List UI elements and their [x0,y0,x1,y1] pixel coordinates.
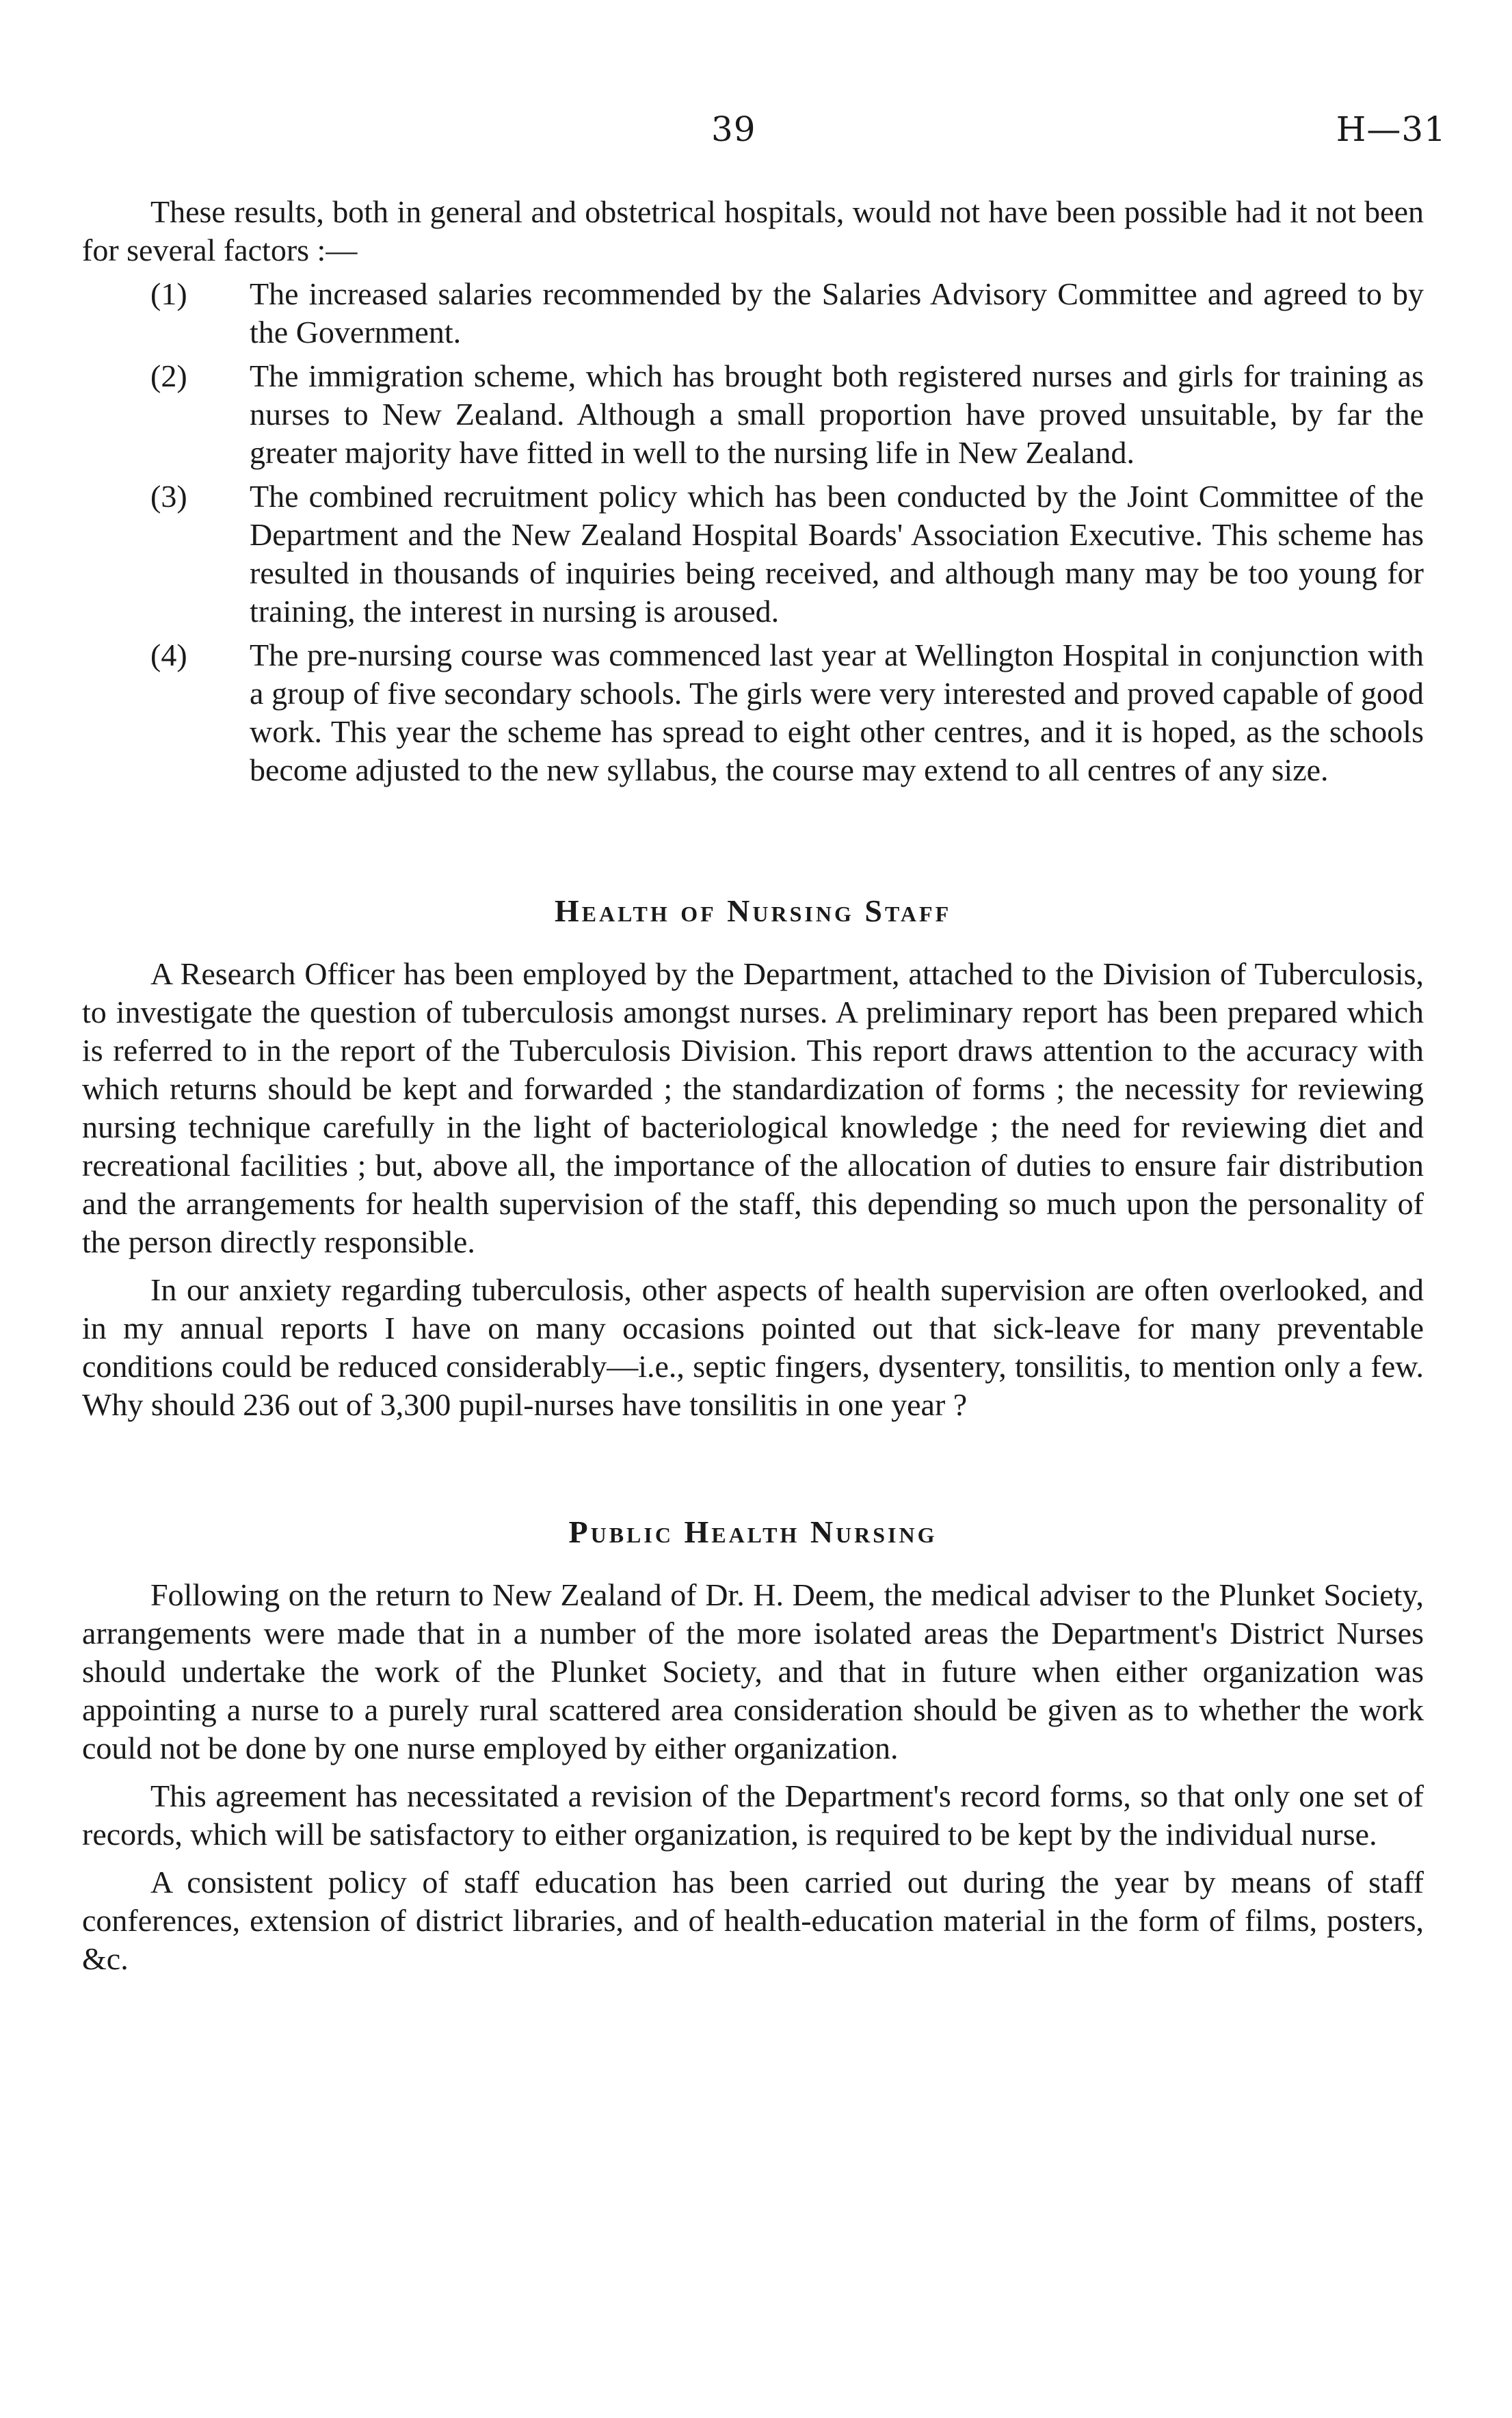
list-item [82,275,1424,352]
paragraph: This agreement has necessitated a revision of the Department's record forms, so that only one set of records, which will be satisfactory to either organization, is required to be kept by the individual nurse. [82,1778,1424,1852]
list-item-text: The immigration scheme, which has brought both registered nurses and girls for training as nurses to New Zealand. Although a small proportion have proved unsuitable, by far the greater majority have fitted in well to the nursing life in New Zealand. [250,358,1424,470]
list-item-number: (3) [150,479,187,514]
section-heading-public-health-nursing: Public Health Nursing [568,1514,938,1549]
section-heading-health-of-nursing-staff: Health of Nursing Staff [554,893,952,928]
list-item-number: (1) [150,276,187,311]
list-item-number: (2) [150,358,187,393]
page-number: 39 [711,109,756,149]
paragraph: In our anxiety regarding tuberculosis, other aspects of health supervision are often overlooked, and in my annual reports I have on many occasions pointed out that sick-leave for many preventable conditions could be reduced considerably—i.e., septic fingers, dysentery, tonsilitis, to mention only a few. Why should 236 out of 3,300 pupil-nurses have tonsilitis in one year ? [82,1272,1424,1422]
factors-list [82,275,1424,789]
page-header [0,109,1512,157]
paragraph: A consistent policy of staff education has been carried out during the year by means of staff conferences, extension of district libraries, and of health-education material in the form of films, posters, &c. [82,1865,1424,1976]
list-item [82,477,1424,631]
list-item-number: (4) [150,638,187,672]
list-item [82,636,1424,789]
intro-paragraph: These results, both in general and obstetrical hospitals, would not have been possible had it not been for several factors :— [82,194,1424,267]
body-text [82,193,1424,1978]
paragraph: A Research Officer has been employed by the Department, attached to the Division of Tuberculosis, to investigate the question of tuberculosis amongst nurses. A preliminary report has been prepared which is referred to in the report of the Tuberculosis Division. This report draws attention to the accuracy with which returns should be kept and forwarded ; the standardization of forms ; the necessity for reviewing nursing technique carefully in the light of bacteriological knowledge ; the need for reviewing diet and recreational facilities ; but, above all, the importance of the allocation of duties to ensure fair distribution and the arrangements for health supervision of the staff, this depending so much upon the personality of the person directly responsible. [82,956,1424,1259]
list-item-text: The pre-nursing course was commenced last year at Wellington Hospital in conjunction with a group of five secondary schools. The girls were very interested and proved capable of good work. This year the scheme has spread to eight other centres, and it is hoped, as the schools become adjusted to the new syllabus, the course may extend to all centres of any size. [250,638,1424,787]
list-item [82,357,1424,472]
paragraph: Following on the return to New Zealand of Dr. H. Deem, the medical adviser to the Plunket Society, arrangements were made that in a number of the more isolated areas the Department's District Nurses should undertake the work of the Plunket Society, and that in future when either organization was appointing a nurse to a purely rural scattered area consideration should be given as to whether the work could not be done by one nurse employed by either organization. [82,1577,1424,1765]
document-reference: H—31 [1336,109,1446,149]
list-item-text: The combined recruitment policy which has been conducted by the Joint Committee of the Department and the New Zealand Hospital Boards' Association Executive. This scheme has resulted in thousands of inquiries being received, and although many may be too young for training, the interest in nursing is aroused. [250,479,1424,629]
list-item-text: The increased salaries recommended by the Salaries Advisory Committee and agreed to by the Government. [250,276,1424,350]
